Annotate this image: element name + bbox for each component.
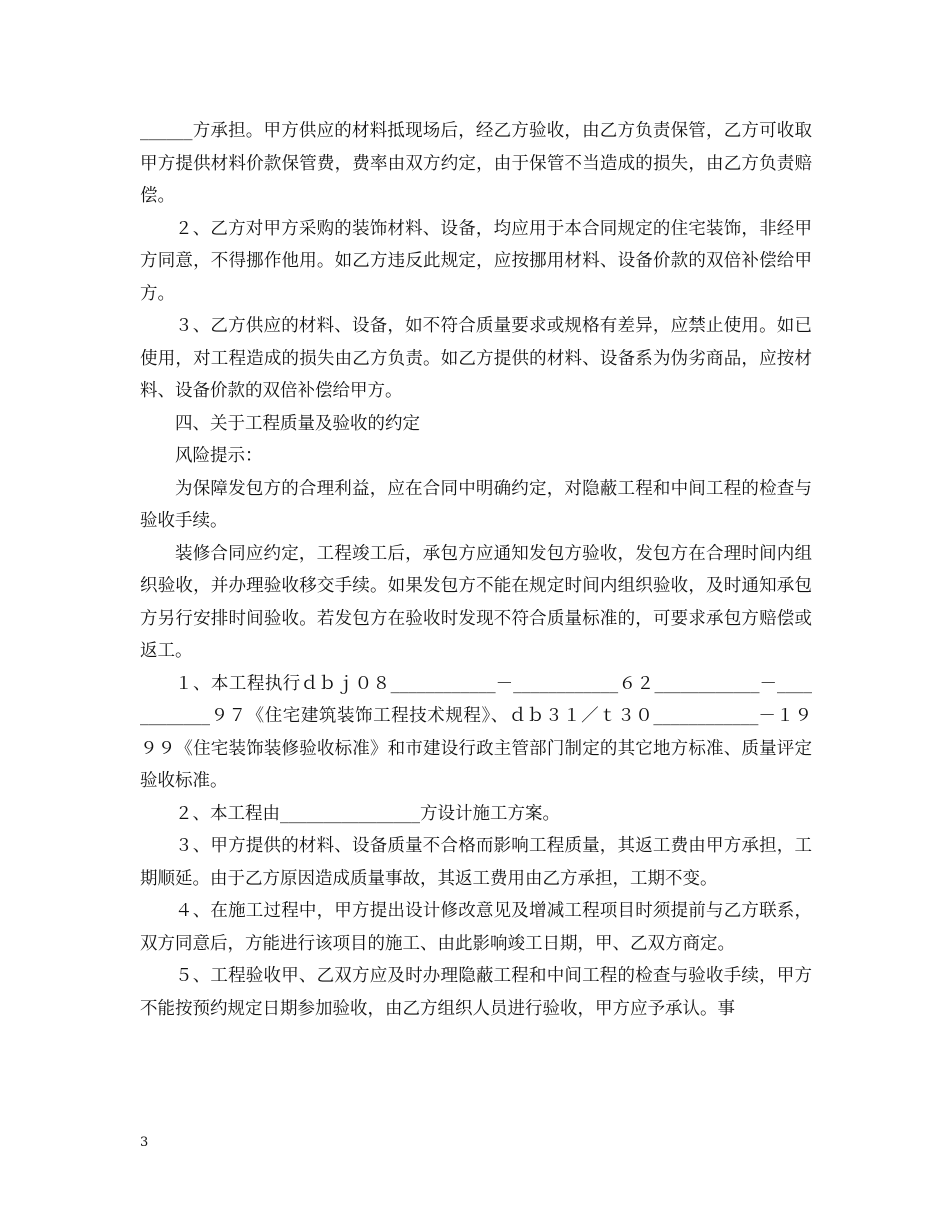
paragraph-9: ２、本工程由________________方设计施工方案。 [175, 803, 560, 824]
paragraph-2: ２、乙方对甲方采购的装饰材料、设备，均应用于本合同规定的住宅装饰，非经甲方同意，不得挪作他用。如乙方违反此规定，应按挪用材料、设备价款的双倍补偿给甲方。 [140, 218, 812, 304]
paragraph-11: ４、在施工过程中，甲方提出设计修改意见及增减工程项目时须提前与乙方联系，双方同意后，方能进行该项目的施工、由此影响竣工日期，甲、乙双方商定。 [140, 901, 812, 954]
paragraph-8: １、本工程执行ｄｂｊ０８____________－____________６２____________－____________９７《住宅建筑装饰工程技术规程》、ｄｂ３１／ｔ３０____________－１９９９《住宅装饰装修验收标准》和市建设行政主管部门制定的其它地方标准、质量评定验收标准。 [140, 673, 812, 791]
document-body [140, 115, 812, 1025]
paragraph-1: ______方承担。甲方供应的材料抵现场后，经乙方验收，由乙方负责保管，乙方可收取甲方提供材料价款保管费，费率由双方约定，由于保管不当造成的损失，由乙方负责赔偿。 [140, 121, 812, 206]
section-heading: 四、关于工程质量及验收的约定 [175, 413, 420, 434]
paragraph-3: ３、乙方供应的材料、设备，如不符合质量要求或规格有差异，应禁止使用。如已使用，对工程造成的损失由乙方负责。如乙方提供的材料、设备系为伪劣商品，应按材料、设备价款的双倍补偿给甲方。 [140, 316, 812, 401]
risk-label: 风险提示： [175, 446, 263, 466]
page-number: 3 [140, 1135, 149, 1150]
paragraph-10: ３、甲方提供的材料、设备质量不合格而影响工程质量，其返工费由甲方承担，工期顺延。由于乙方原因造成质量事故，其返工费用由乙方承担，工期不变。 [140, 836, 812, 889]
paragraph-6: 为保障发包方的合理利益，应在合同中明确约定，对隐蔽工程和中间工程的检查与验收手续。 [140, 478, 812, 531]
paragraph-12: ５、工程验收甲、乙双方应及时办理隐蔽工程和中间工程的检查与验收手续，甲方不能按预约规定日期参加验收，由乙方组织人员进行验收，甲方应予承认。事 [140, 966, 812, 1019]
paragraph-7: 装修合同应约定，工程竣工后，承包方应通知发包方验收，发包方在合理时间内组织验收，并办理验收移交手续。如果发包方不能在规定时间内组织验收，及时通知承包方另行安排时间验收。若发包方在验收时发现不符合质量标准的，可要求承包方赔偿或返工。 [140, 543, 812, 661]
